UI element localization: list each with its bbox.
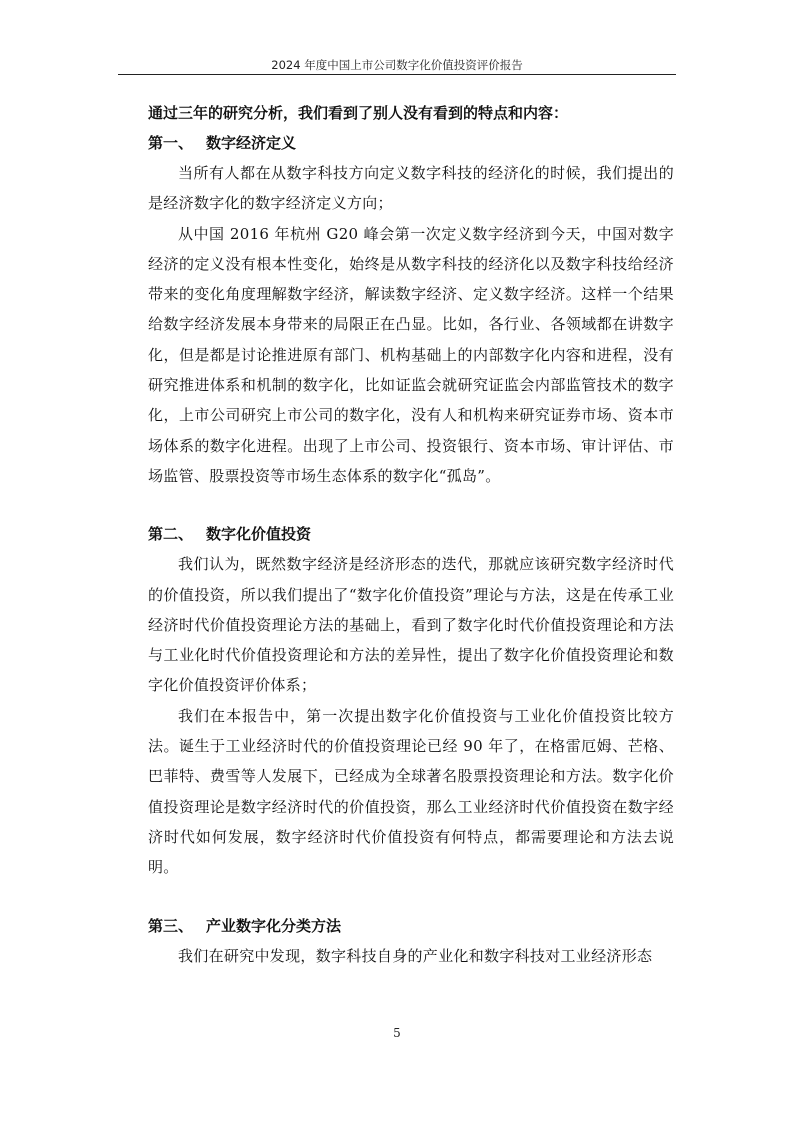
page-header: 2024 年度中国上市公司数字化价值投资评价报告 <box>271 58 523 72</box>
section-heading <box>148 911 674 941</box>
header-divider <box>118 74 676 75</box>
section-number: 第一、 <box>148 134 194 152</box>
section-industry-digitalization-classification <box>148 911 674 971</box>
section-digital-economy-definition <box>148 128 674 491</box>
paragraph: 从中国 2016 年杭州 G20 峰会第一次定义数字经济到今天，中国对数字经济的定义没有根本性变化，始终是从数字科技的经济化以及数字科技给经济带来的变化角度理解数字经济，解读数字经济、定义数字经济。这样一个结果给数字经济发展本身带来的局限正在凸显。比如，各行业、各领域都在讲数字化，但是都是讨论推进原有部门、机构基础上的内部数字化内容和进程，没有研究推进体系和机制的数字化，比如证监会就研究证监会内部监管技术的数字化，上市公司研究上市公司的数字化，没有人和机构来研究证券市场、资本市场体系的数字化进程。出现了上市公司、投资银行、资本市场、审计评估、市场监管、股票投资等市场生态体系的数字化“孤岛”。 <box>148 224 674 485</box>
section-spacer <box>148 491 674 519</box>
page-number: 5 <box>393 1026 401 1040</box>
paragraph: 我们在本报告中，第一次提出数字化价值投资与工业化价值投资比较方法。诞生于工业经济时代的价值投资理论已经 90 年了，在格雷厄姆、芒格、巴菲特、费雪等人发展下，已经成为全球著名股票投资理论和方法。数字化价值投资理论是数字经济时代的价值投资，那么工业经济时代价值投资在数字经济时代如何发展，数字经济时代价值投资有何特点，都需要理论和方法去说明。 <box>148 706 674 877</box>
section-spacer <box>148 883 674 911</box>
paragraph: 我们在研究中发现，数字科技自身的产业化和数字科技对工业经济形态 <box>178 946 653 965</box>
intro-heading: 通过三年的研究分析，我们看到了别人没有看到的特点和内容： <box>148 104 569 122</box>
paragraph: 当所有人都在从数字科技方向定义数字科技的经济化的时候，我们提出的是经济数字化的数字经济定义方向； <box>148 164 674 213</box>
section-number: 第三、 <box>148 916 194 935</box>
section-number: 第二、 <box>148 525 194 544</box>
section-title: 数字经济定义 <box>206 134 297 152</box>
section-digital-value-investing <box>148 519 674 882</box>
section-title: 数字化价值投资 <box>206 525 312 544</box>
document-body <box>148 98 674 971</box>
section-heading <box>148 519 674 549</box>
paragraph: 我们认为，既然数字经济是经济形态的迭代，那就应该研究数字经济时代的价值投资，所以我们提出了“数字化价值投资”理论与方法，这是在传承工业经济时代价值投资理论方法的基础上，看到了数字化时代价值投资理论和方法与工业化时代价值投资理论和方法的差异性，提出了数字化价值投资理论和数字化价值投资评价体系； <box>148 555 674 695</box>
section-title: 产业数字化分类方法 <box>206 916 342 935</box>
section-heading <box>148 128 674 158</box>
